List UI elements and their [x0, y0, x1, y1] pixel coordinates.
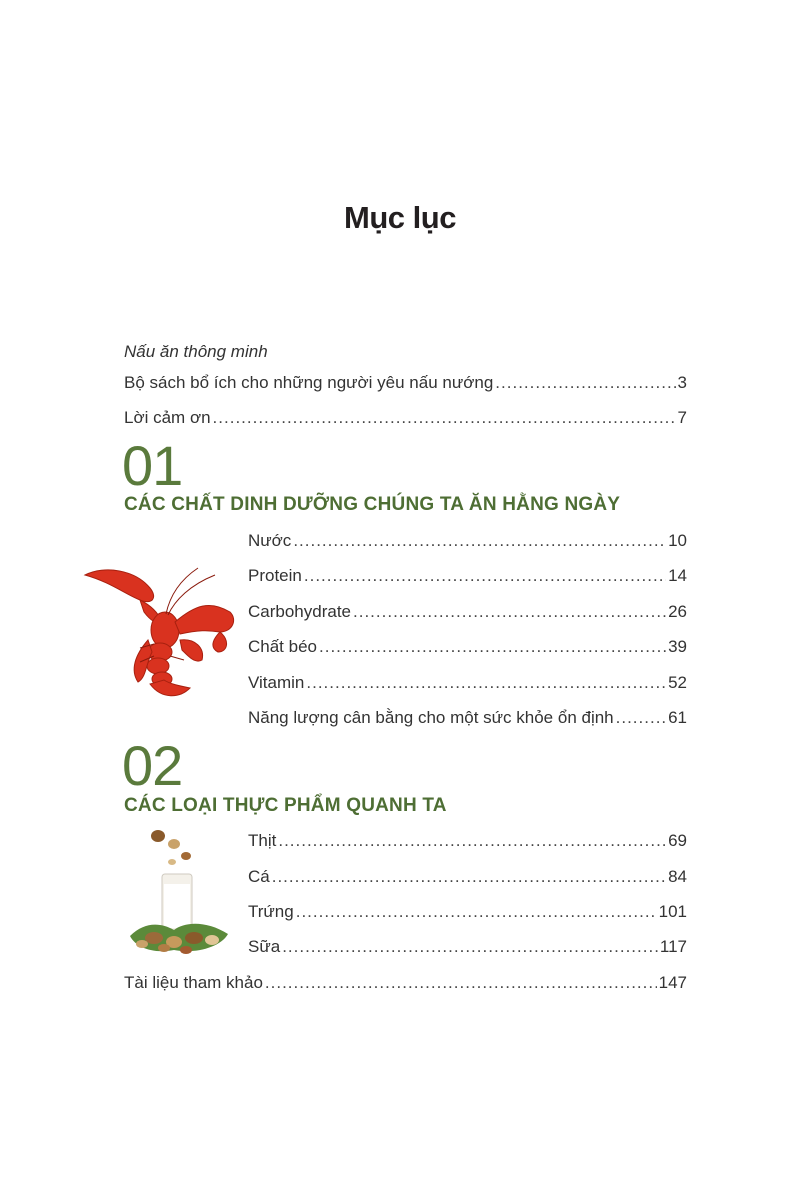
dot-leader [616, 707, 666, 729]
page-title: Mục lục [344, 200, 456, 235]
toc-entry-page: 39 [668, 637, 687, 656]
dot-leader [319, 636, 666, 658]
toc-entry[interactable] [248, 866, 687, 888]
chapter-title: CÁC CHẤT DINH DƯỠNG CHÚNG TA ĂN HẰNG NGÀY [124, 494, 621, 515]
toc-entry-label: Vitamin [248, 673, 305, 692]
toc-entry-label: Trứng [248, 902, 294, 921]
toc-entry-label: Năng lượng cân bằng cho một sức khỏe ổn định [248, 708, 614, 727]
toc-entry[interactable] [248, 601, 687, 623]
toc-entry[interactable] [248, 901, 687, 923]
series-name: Nấu ăn thông minh [124, 342, 268, 361]
toc-entry-label: Lời cảm ơn [124, 408, 211, 427]
toc-entry-references[interactable] [124, 972, 687, 994]
toc-entry-label: Carbohydrate [248, 602, 352, 621]
toc-entry-page: 69 [668, 831, 687, 850]
chapter-number: 02 [122, 734, 183, 797]
toc-entry-page: 26 [668, 602, 687, 621]
toc-entry-label: Nước [248, 531, 292, 550]
toc-entry[interactable] [248, 565, 687, 587]
toc-entry-page: 117 [659, 937, 687, 956]
toc-entry[interactable] [248, 672, 687, 694]
dot-leader [304, 565, 666, 587]
toc-entry-label: Sữa [248, 937, 281, 956]
toc-entry[interactable] [124, 407, 687, 429]
dot-leader [282, 936, 658, 958]
toc-entry[interactable] [124, 372, 687, 394]
toc-entry-label: Thịt [248, 831, 277, 850]
toc-entry-page: 10 [668, 531, 687, 550]
dot-leader [306, 672, 666, 694]
toc-entry[interactable] [248, 636, 687, 658]
dot-leader [495, 372, 675, 394]
toc-entry-label: Tài liệu tham khảo [124, 973, 263, 992]
dot-leader [296, 901, 657, 923]
dot-leader [213, 407, 676, 429]
toc-entry-label: Protein [248, 566, 302, 585]
toc-entry-page: 84 [668, 867, 687, 886]
dot-leader [353, 601, 666, 623]
toc-entry-page: 101 [658, 902, 687, 921]
toc-entry[interactable] [248, 830, 687, 852]
toc-entry[interactable] [248, 530, 687, 552]
toc-entry-page: 147 [658, 973, 687, 992]
toc-entry[interactable] [248, 936, 687, 958]
milk-and-nuts-illustration [124, 826, 236, 958]
dot-leader [265, 972, 657, 994]
dot-leader [272, 866, 666, 888]
dot-leader [278, 830, 666, 852]
toc-entry-label: Bộ sách bổ ích cho những người yêu nấu nướng [124, 373, 494, 392]
toc-entry-page: 3 [677, 373, 687, 392]
toc-entry-page: 14 [668, 566, 687, 585]
toc-entry-page: 52 [668, 673, 687, 692]
toc-entry-page: 7 [677, 408, 687, 427]
toc-entry-page: 61 [668, 708, 687, 727]
dot-leader [293, 530, 666, 552]
toc-entry-label: Cá [248, 867, 270, 886]
lobster-illustration [80, 560, 240, 700]
chapter-title: CÁC LOẠI THỰC PHẨM QUANH TA [124, 795, 447, 816]
toc-entry[interactable] [248, 707, 687, 729]
toc-entry-label: Chất béo [248, 637, 317, 656]
chapter-number: 01 [122, 434, 183, 497]
